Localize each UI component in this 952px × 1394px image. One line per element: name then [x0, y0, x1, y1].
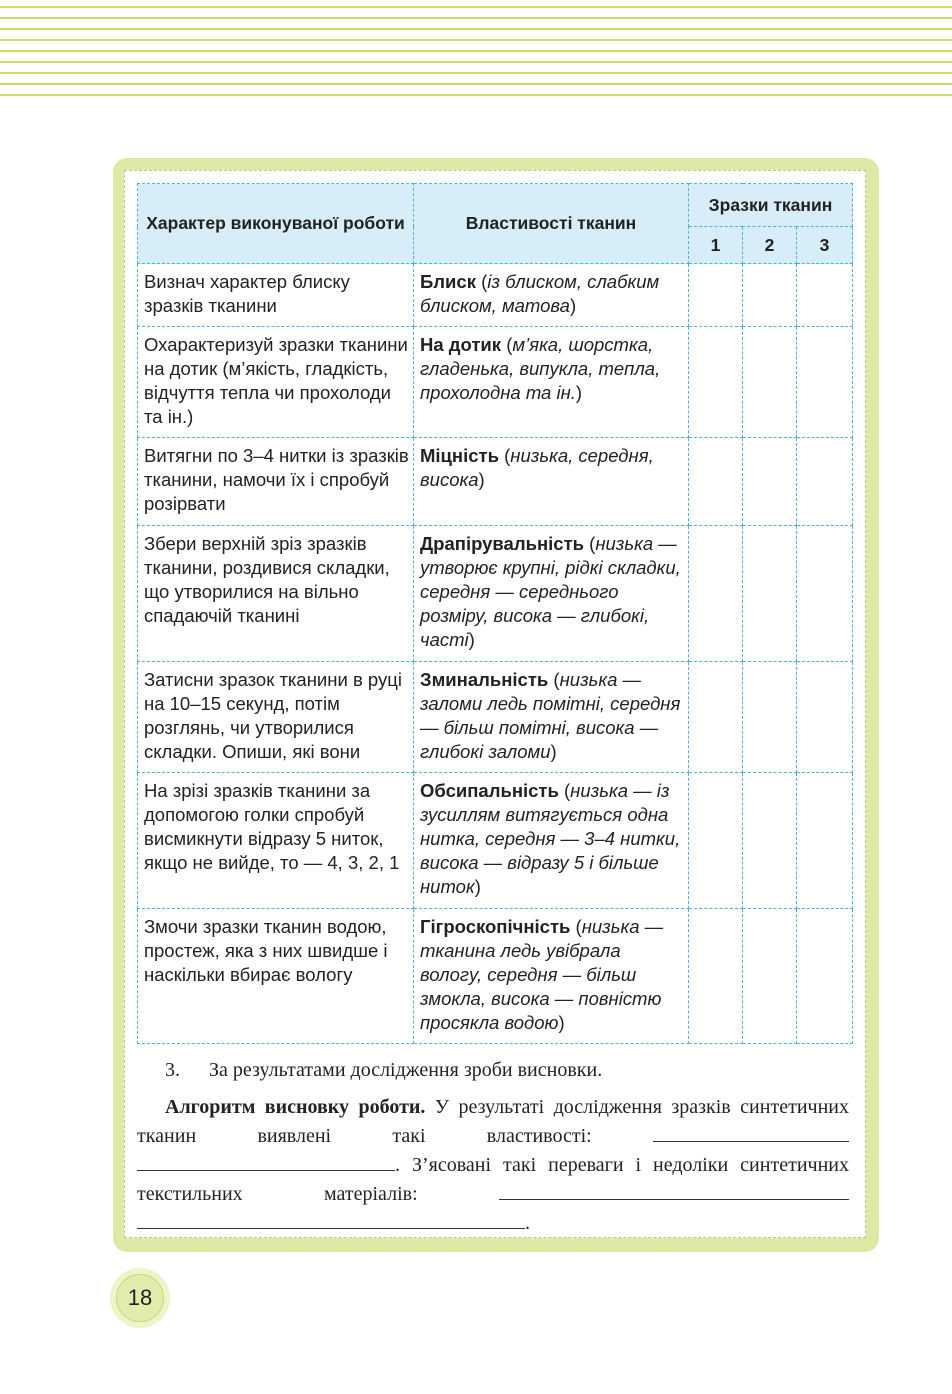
property-cell: Обсипальність (низька — із зусиллям витягується одна нитка, середня — 3–4 нитки, висока — відразу 5 і більше ниток): [414, 773, 689, 909]
table-row: [138, 662, 853, 773]
answer-line-1[interactable]: [653, 1121, 849, 1142]
task-number: 3.: [165, 1059, 180, 1081]
conclusion-title: Алгоритм висновку роботи.: [165, 1096, 426, 1118]
page-number-badge: [110, 1268, 170, 1328]
sample-3-cell[interactable]: [797, 327, 853, 438]
sample-2-cell[interactable]: [743, 909, 797, 1044]
header-sample-1: 1: [689, 227, 743, 264]
table-row: [138, 264, 853, 327]
sample-2-cell[interactable]: [743, 264, 797, 327]
answer-line-2[interactable]: [137, 1150, 395, 1171]
property-cell: Міцність (низька, середня, висока): [414, 438, 689, 526]
header-stripes: [0, 0, 952, 110]
task-item-3: [165, 1057, 849, 1084]
table-row: [138, 438, 853, 526]
task-text: За результатами дослідження зроби висновки.: [209, 1059, 603, 1081]
property-cell: На дотик (м’яка, шорстка, гладенька, випукла, тепла, прохолодна та ін.): [414, 327, 689, 438]
sample-2-cell[interactable]: [743, 773, 797, 909]
answer-line-4[interactable]: [137, 1208, 525, 1229]
header-work: Характер виконуваної роботи: [138, 184, 414, 264]
sample-2-cell[interactable]: [743, 526, 797, 662]
sample-3-cell[interactable]: [797, 773, 853, 909]
header-sample-2: 2: [743, 227, 797, 264]
table-row: [138, 909, 853, 1044]
table-row: [138, 327, 853, 438]
header-sample-3: 3: [797, 227, 853, 264]
sample-2-cell[interactable]: [743, 662, 797, 773]
sample-1-cell[interactable]: [689, 264, 743, 327]
task-cell: Визнач характер блиску зразків тканини: [138, 264, 414, 327]
property-cell: Драпірувальність (низька — утворює крупні, рідкі складки, середня — середнього розміру, висока — глибокі, часті): [414, 526, 689, 662]
page-number: 18: [116, 1274, 164, 1322]
task-cell: Змочи зразки тканин водою, простеж, яка з них швидше і наскільки вбирає вологу: [138, 909, 414, 1044]
sample-3-cell[interactable]: [797, 264, 853, 327]
sample-2-cell[interactable]: [743, 438, 797, 526]
task-cell: Збери верхній зріз зразків тканини, роздивися складки, що утворилися на вільно спадаючій тканині: [138, 526, 414, 662]
header-properties: Властивості тканин: [414, 184, 689, 264]
answer-line-3[interactable]: [499, 1179, 849, 1200]
sample-1-cell[interactable]: [689, 327, 743, 438]
property-cell: Блиск (із блиском, слабким блиском, матова): [414, 264, 689, 327]
header-samples: Зразки тканин: [689, 184, 853, 227]
sample-1-cell[interactable]: [689, 662, 743, 773]
task-cell: На зрізі зразків тканини за допомогою голки спробуй висмикнути відразу 5 ниток, якщо не вийде, то — 4, 3, 2, 1: [138, 773, 414, 909]
task-cell: Затисни зразок тканини в руці на 10–15 секунд, потім розглянь, чи утворилися складки. Опиши, які вони: [138, 662, 414, 773]
conclusion-section: [137, 1055, 849, 1237]
properties-table: [137, 183, 853, 1044]
property-cell: Гігроскопічність (низька — тканина ледь увібрала вологу, середня — більш змокла, висока — повністю просякла водою): [414, 909, 689, 1044]
sample-1-cell[interactable]: [689, 773, 743, 909]
sample-1-cell[interactable]: [689, 438, 743, 526]
table-row: [138, 526, 853, 662]
sample-3-cell[interactable]: [797, 662, 853, 773]
task-cell: Охарактеризуй зразки тканини на дотик (м’якість, гладкість, відчуття тепла чи прохолоди та ін.): [138, 327, 414, 438]
sample-2-cell[interactable]: [743, 327, 797, 438]
sample-3-cell[interactable]: [797, 438, 853, 526]
sample-1-cell[interactable]: [689, 909, 743, 1044]
sample-3-cell[interactable]: [797, 909, 853, 1044]
task-cell: Витягни по 3–4 нитки із зразків тканини, намочи їх і спробуй розірвати: [138, 438, 414, 526]
property-cell: Зминальність (низька — заломи ледь помітні, середня — більш помітні, висока — глибокі заломи): [414, 662, 689, 773]
sample-3-cell[interactable]: [797, 526, 853, 662]
sample-1-cell[interactable]: [689, 526, 743, 662]
conclusion-paragraph: Алгоритм висновку роботи. У результаті дослідження зразків синтетичних тканин виявлені такі властивості: . З’ясовані такі переваги і недоліки синтетичних текстильних матеріалів: .: [137, 1096, 849, 1234]
table-row: [138, 773, 853, 909]
